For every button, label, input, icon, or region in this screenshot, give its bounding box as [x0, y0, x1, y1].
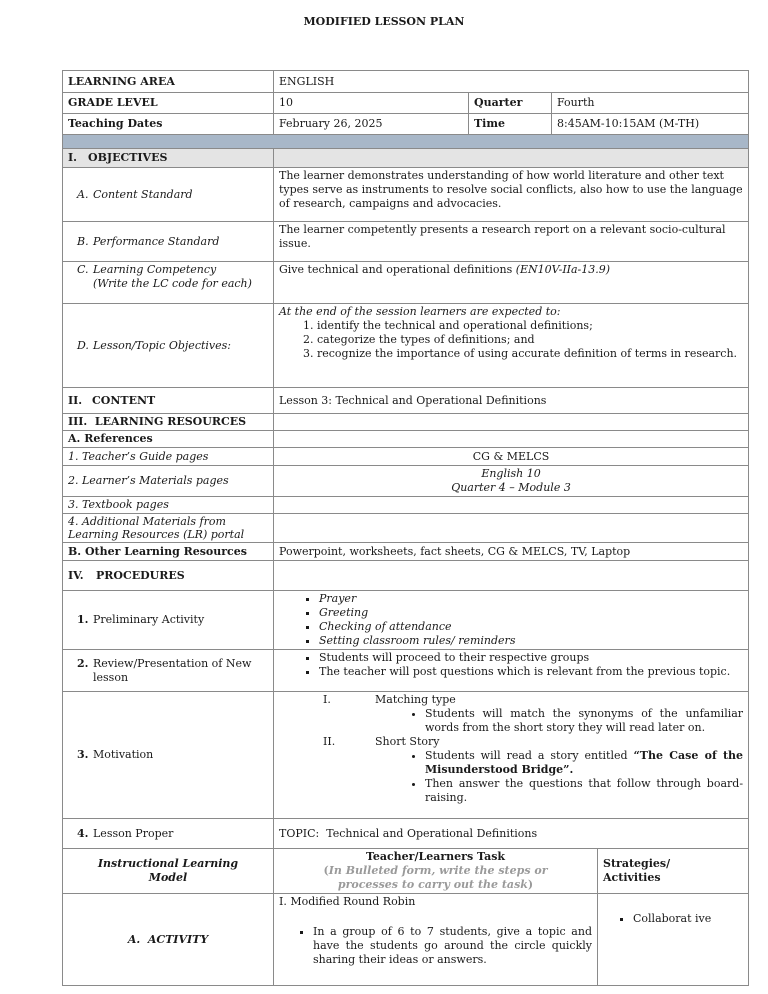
item-text: Students will read a story entitled: [425, 749, 634, 762]
label-key: D.: [77, 338, 89, 352]
lm-line-2: Quarter 4 – Module 3: [451, 481, 571, 494]
review-label: [63, 650, 274, 692]
activity-cell: [274, 894, 598, 986]
objectives-list: [279, 319, 743, 361]
row-teaching-dates: [63, 114, 749, 135]
preliminary-item: ▪ Prayer: [319, 592, 743, 606]
strategies-column-header: Strategies/ Activities: [598, 849, 749, 894]
task-header-title: Teacher/Learners Task: [365, 850, 506, 863]
motivation-item: • Students will match the synonyms of the unfamiliar words from the short story they will read later on.: [425, 707, 743, 735]
task-column-header: [274, 849, 598, 894]
lm-line-1: English 10: [481, 467, 541, 480]
preliminary-label: [63, 591, 274, 650]
empty-cell: [274, 414, 749, 431]
motivation-cell: [274, 692, 749, 819]
review-item: ▪ Students will proceed to their respective groups: [319, 651, 743, 665]
learners-materials-value: [274, 466, 749, 497]
roman-numeral: II.: [323, 735, 336, 748]
content-num: II.: [68, 393, 83, 407]
additional-materials-label: 4. Additional Materials from Learning Resources (LR) portal: [63, 514, 274, 543]
label-text: Learning Competency (Write the LC code for each): [93, 263, 252, 290]
strategy-item: ▪ Collaborat ive: [633, 912, 723, 926]
activity-title: I. Modified Round Robin: [279, 895, 416, 908]
grade-level-value: 10: [274, 93, 469, 114]
activity-label: A. ACTIVITY: [63, 894, 274, 986]
content-heading-text: CONTENT: [92, 393, 156, 407]
label-key: 3.: [77, 748, 89, 761]
competency-text: Give technical and operational definitions: [279, 263, 513, 276]
teachers-guide-value: CG & MELCS: [274, 448, 749, 466]
learning-area-value: ENGLISH: [274, 71, 749, 93]
task-header-hint: [279, 864, 592, 892]
row-activity: [63, 894, 749, 986]
row-resources-heading: [63, 414, 749, 431]
objectives-heading: [63, 149, 274, 168]
row-learning-competency: [63, 262, 749, 304]
empty-cell: [274, 431, 749, 448]
row-textbook: [63, 497, 749, 514]
objectives-heading-empty: [274, 149, 749, 168]
hint-paren: (: [323, 864, 329, 877]
label-text: Performance Standard: [93, 234, 220, 248]
roman-numeral: I.: [323, 693, 331, 706]
objectives-intro: At the end of the session learners are expected to:: [279, 305, 561, 318]
row-lesson-proper: [63, 819, 749, 849]
motivation-label: [63, 692, 274, 819]
activity-item: ▪ In a group of 6 to 7 students, give a topic and have the students go around the circle quickly sharing their ideas or answers.: [313, 925, 592, 967]
motivation-list-2: [279, 749, 743, 805]
motivation-list-1: [279, 707, 743, 735]
references-heading: A. References: [63, 431, 274, 448]
label-text: Lesson/Topic Objectives:: [93, 338, 231, 352]
content-standard-text: The learner demonstrates understanding of how world literature and other text types serve as instruments to resolve social conflicts, also how to use the language of research, campaigns and advocacies.: [274, 168, 749, 222]
teachers-guide-label: 1. Teacher’s Guide pages: [63, 448, 274, 466]
empty-cell: [274, 561, 749, 591]
performance-standard-label: [63, 222, 274, 262]
motivation-part-2: [279, 735, 743, 749]
row-preliminary: [63, 591, 749, 650]
label-text: Preliminary Activity: [93, 613, 205, 626]
preliminary-item: ▪ Checking of attendance: [319, 620, 743, 634]
label-key: C.: [77, 263, 89, 276]
document-title: MODIFIED LESSON PLAN: [303, 15, 465, 28]
textbook-label: 3. Textbook pages: [63, 497, 274, 514]
learning-competency-text: [274, 262, 749, 304]
motivation-item: • Then answer the questions that follow through board-raising.: [425, 777, 743, 805]
label-key: 2.: [77, 656, 89, 670]
lesson-plan-table: [62, 70, 749, 986]
lesson-objectives-label: [63, 304, 274, 388]
preliminary-cell: [274, 591, 749, 650]
part-title: Matching type: [375, 693, 456, 706]
lesson-proper-text: TOPIC: Technical and Operational Definitions: [274, 819, 749, 849]
activity-list: [279, 925, 592, 967]
grade-level-label: GRADE LEVEL: [63, 93, 274, 114]
strategy-cell: [598, 894, 749, 986]
quarter-value: Fourth: [552, 93, 749, 114]
row-other-resources: [63, 543, 749, 561]
row-review: [63, 650, 749, 692]
label-key: 1.: [77, 613, 89, 626]
preliminary-item: ▪ Greeting: [319, 606, 743, 620]
row-content-standard: [63, 168, 749, 222]
story-title: “The Case of the Misunderstood Bridge”.: [425, 749, 744, 776]
label-text: Lesson Proper: [93, 826, 174, 840]
learning-competency-label: [63, 262, 274, 304]
band-cell: [63, 135, 749, 149]
review-item: ▪ The teacher will post questions which is relevant from the previous topic.: [319, 665, 743, 679]
strategy-list: [603, 912, 743, 926]
time-value: 8:45AM-10:15AM (M-TH): [552, 114, 749, 135]
resources-heading: III. LEARNING RESOURCES: [63, 414, 274, 431]
label-text: Motivation: [93, 748, 154, 761]
separator-band: [63, 135, 749, 149]
hint-text: In Bulleted form, write the steps or processes to carry out the task: [328, 864, 548, 891]
objectives-heading-text: OBJECTIVES: [88, 151, 168, 164]
lesson-proper-label: [63, 819, 274, 849]
objective-item: 1. identify the technical and operational definitions;: [317, 319, 743, 333]
procedures-heading: [63, 561, 274, 591]
competency-code: (EN10V-IIa-13.9): [515, 263, 611, 276]
content-standard-label: [63, 168, 274, 222]
objective-item: 2. categorize the types of definitions; and: [317, 333, 743, 347]
model-column-header: Instructional Learning Model: [63, 849, 274, 894]
preliminary-item: ▪ Setting classroom rules/ reminders: [319, 634, 743, 648]
motivation-part-1: [279, 693, 743, 707]
other-resources-label: B. Other Learning Resources: [63, 543, 274, 561]
learning-area-label: LEARNING AREA: [63, 71, 274, 93]
row-additional-materials: [63, 514, 749, 543]
row-performance-standard: [63, 222, 749, 262]
row-procedures-heading: [63, 561, 749, 591]
label-text: Review/Presentation of New lesson: [93, 656, 252, 684]
hint-paren: ): [527, 878, 534, 891]
row-teachers-guide: [63, 448, 749, 466]
time-label: Time: [469, 114, 552, 135]
other-resources-value: Powerpoint, worksheets, fact sheets, CG & MELCS, TV, Laptop: [274, 543, 749, 561]
row-objectives-heading: [63, 149, 749, 168]
review-list: [279, 651, 743, 679]
row-lesson-objectives: [63, 304, 749, 388]
row-motivation: [63, 692, 749, 819]
objectives-num: I.: [68, 151, 77, 164]
row-learning-area: [63, 71, 749, 93]
content-text: Lesson 3: Technical and Operational Definitions: [274, 388, 749, 414]
performance-standard-text: The learner competently presents a research report on a relevant socio-cultural issue.: [274, 222, 749, 262]
row-content: [63, 388, 749, 414]
lesson-objectives-cell: [274, 304, 749, 388]
row-learners-materials: [63, 466, 749, 497]
dates-label: Teaching Dates: [63, 114, 274, 135]
label-key: 4.: [77, 826, 89, 840]
procedures-heading-text: PROCEDURES: [96, 568, 185, 582]
preliminary-list: [279, 592, 743, 648]
row-references: [63, 431, 749, 448]
objective-item: 3. recognize the importance of using accurate definition of terms in research.: [317, 347, 743, 361]
dates-value: February 26, 2025: [274, 114, 469, 135]
label-key: B.: [77, 234, 89, 248]
motivation-item: [425, 749, 743, 777]
row-grade-level: [63, 93, 749, 114]
row-model-header: [63, 849, 749, 894]
content-heading: [63, 388, 274, 414]
part-title: Short Story: [375, 735, 440, 748]
procedures-num: IV.: [68, 568, 84, 582]
empty-cell: [274, 514, 749, 543]
label-text: Content Standard: [93, 187, 193, 201]
empty-cell: [274, 497, 749, 514]
learners-materials-label: 2. Learner’s Materials pages: [63, 466, 274, 497]
review-cell: [274, 650, 749, 692]
label-key: A.: [77, 187, 89, 201]
quarter-label: Quarter: [469, 93, 552, 114]
